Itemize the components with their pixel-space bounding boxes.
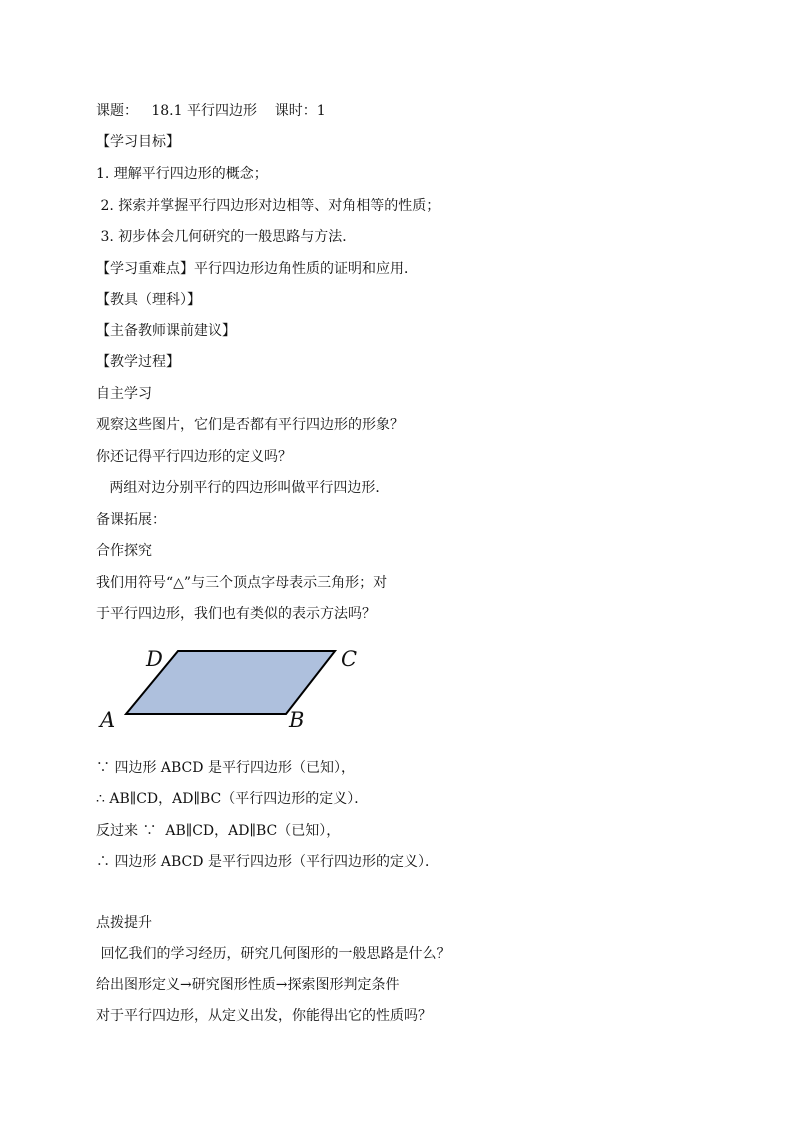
key-points: 【学习重难点】平行四边形边角性质的证明和应用． [96, 261, 418, 277]
tools-heading: 【教具（理科）】 [96, 292, 201, 308]
goal-item: 2. 探索并掌握平行四边形对边相等、对角相等的性质； [96, 198, 441, 214]
vertex-label-d: D [146, 647, 163, 671]
goal-item: 1. 理解平行四边形的概念； [96, 166, 268, 182]
tips-question: 回忆我们的学习经历，研究几何图形的一般思路是什么？ [96, 946, 451, 962]
tips-flow: 给出图形定义→研究图形性质→探索图形判定条件 [96, 977, 400, 993]
tips-title: 点拨提升 [96, 915, 152, 931]
coop-title: 合作探究 [96, 543, 152, 559]
lesson-header: 课题： 18.1 平行四边形 课时：1 [96, 103, 326, 119]
proof-line: ∴ 四边形 ABCD 是平行四边形（平行四边形的定义）． [96, 854, 439, 870]
self-study-question: 观察这些图片，它们是否都有平行四边形的形象？ [96, 417, 404, 433]
vertex-label-b: B [289, 708, 305, 732]
proof-line: ∵ 四边形 ABCD 是平行四边形（已知）， [96, 760, 355, 776]
proof-line: 反过来 ∵ AB∥CD，AD∥BC（已知）， [96, 823, 341, 839]
goal-item: 3. 初步体会几何研究的一般思路与方法． [96, 229, 357, 245]
vertex-label-a: A [100, 708, 116, 732]
tips-question: 对于平行四边形，从定义出发，你能得出它的性质吗？ [96, 1008, 432, 1024]
parallelogram-figure [96, 640, 376, 736]
teacher-notes-heading: 【主备教师课前建议】 [96, 323, 236, 339]
coop-text: 于平行四边形，我们也有类似的表示方法吗？ [96, 606, 376, 622]
extension-label: 备课拓展： [96, 512, 166, 528]
self-study-question: 你还记得平行四边形的定义吗？ [96, 449, 292, 465]
coop-text: 我们用符号“△”与三个顶点字母表示三角形；对 [96, 575, 388, 591]
definition: 两组对边分别平行的四边形叫做平行四边形． [96, 480, 390, 496]
parallelogram-svg [96, 640, 376, 736]
process-heading: 【教学过程】 [96, 354, 180, 370]
goals-heading: 【学习目标】 [96, 134, 180, 150]
vertex-label-c: C [341, 647, 358, 671]
proof-line: ∴ AB∥CD，AD∥BC（平行四边形的定义）． [96, 791, 369, 807]
self-study-title: 自主学习 [96, 386, 152, 402]
